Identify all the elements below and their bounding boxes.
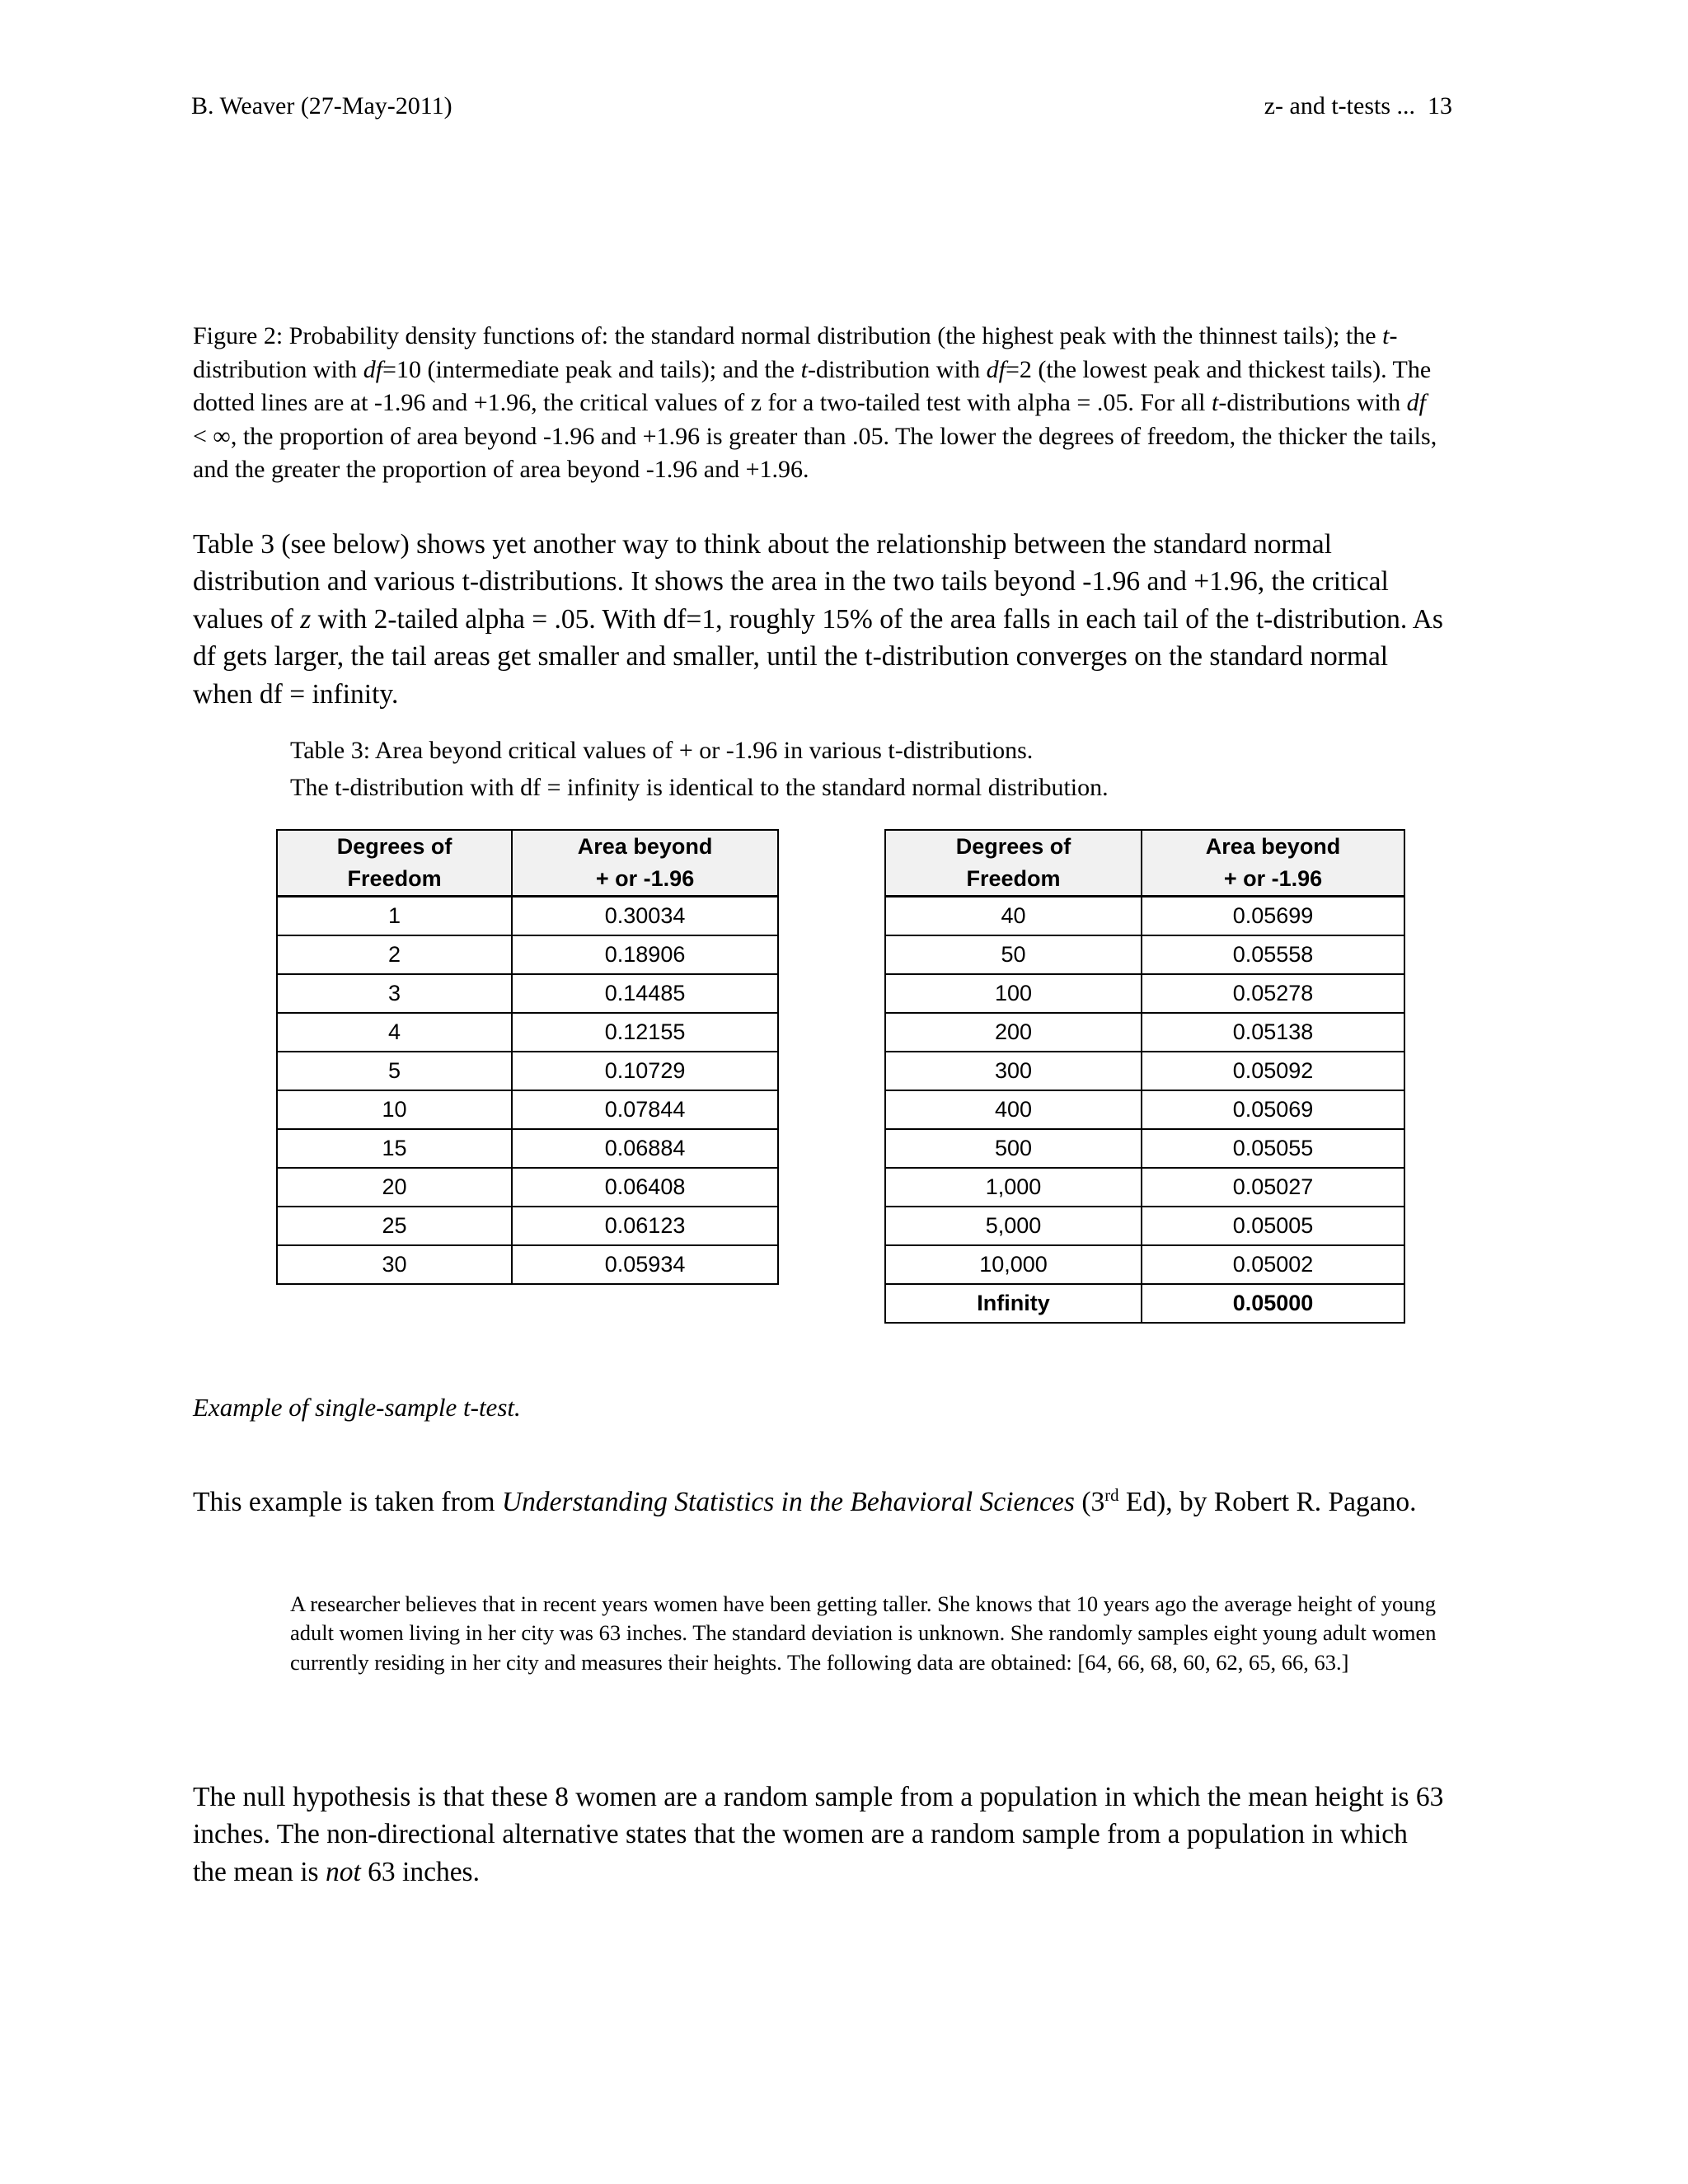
table3-left: [276, 829, 779, 1285]
source-text-2: (3: [1074, 1486, 1105, 1517]
table-row: [277, 1052, 778, 1090]
cell-area-beyond: 0.05934: [512, 1245, 778, 1284]
cell-area-beyond: 0.05278: [1142, 974, 1404, 1013]
cell-area-beyond: 0.05092: [1142, 1052, 1404, 1090]
column-header-area-beyond: [512, 830, 778, 897]
table-row: [885, 974, 1404, 1013]
header-line-1: Area beyond: [577, 834, 713, 859]
null-text-2: 63 inches.: [360, 1856, 480, 1887]
fig2-italic-t-2: t: [800, 355, 808, 383]
cell-degrees-of-freedom: 30: [277, 1245, 512, 1284]
table-row: [885, 1245, 1404, 1284]
cell-degrees-of-freedom: 15: [277, 1129, 512, 1168]
table-row: [277, 974, 778, 1013]
header-line-1: Area beyond: [1205, 834, 1341, 859]
cell-area-beyond: 0.05069: [1142, 1090, 1404, 1129]
table-row: [277, 1129, 778, 1168]
fig2-text-2: -distribution with: [193, 322, 1398, 383]
header-line-2: + or -1.96: [595, 866, 695, 891]
fig2-text-1: Figure 2: Probability density functions of: the standard normal distribution (the highest peak with the thinnest tails); the: [193, 322, 1383, 349]
table-row: [885, 935, 1404, 974]
source-book-title: Understanding Statistics in the Behavioral Sciences: [501, 1486, 1075, 1517]
cell-degrees-of-freedom: 100: [885, 974, 1142, 1013]
fig2-text-3: =10 (intermediate peak and tails); and the: [382, 355, 801, 383]
cell-degrees-of-freedom: 20: [277, 1168, 512, 1207]
table-row: [277, 1207, 778, 1245]
cell-area-beyond: 0.05000: [1142, 1284, 1404, 1323]
null-text-1: The null hypothesis is that these 8 women are a random sample from a population in which the mean height is 63 inches. The non-directional alternative states that the women are a random sample from a population in which the mean is: [193, 1781, 1444, 1887]
cell-degrees-of-freedom: 2: [277, 935, 512, 974]
running-header: [191, 92, 1502, 120]
fig2-text-8: , the proportion of area beyond -1.96 and +1.96 is greater than .05. The lower the degrees of freedom, the thicker the tails, and the greater the proportion of area beyond -1.96 and +1.96.: [193, 422, 1437, 483]
header-line-2: Freedom: [347, 866, 442, 891]
table3-intro-paragraph: [193, 526, 1446, 714]
table-header-row: [885, 830, 1404, 897]
table-row: [885, 1284, 1404, 1323]
table3-caption-line-2: The t-distribution with df = infinity is identical to the standard normal distribution.: [290, 774, 1109, 801]
table3-right-body: [885, 897, 1404, 1324]
table-header-row: [277, 830, 778, 897]
header-line-2: + or -1.96: [1223, 866, 1323, 891]
fig2-italic-df-2: df: [986, 355, 1006, 383]
scenario-quote: A researcher believes that in recent years women have been getting taller. She knows that 10 years ago the average height of young adult women living in her city was 63 inches. The standard deviation is unknown. She randomly samples eight young adult women currently residing in her city and measures their heights. The following data are obtained: [64, 66, 68, 60, 62, 65, 66, 63.]: [290, 1591, 1437, 1675]
figure2-caption-paragraph: [193, 320, 1446, 487]
source-paragraph: [193, 1483, 1446, 1521]
column-header-area-beyond: [1142, 830, 1404, 897]
fig2-text-6: -distributions with: [1218, 389, 1407, 416]
cell-degrees-of-freedom: 5: [277, 1052, 512, 1090]
cell-degrees-of-freedom: 1,000: [885, 1168, 1142, 1207]
table-row: [885, 1090, 1404, 1129]
null-italic-not: not: [325, 1856, 361, 1887]
fig2-italic-df-1: df: [363, 355, 383, 383]
cell-area-beyond: 0.06408: [512, 1168, 778, 1207]
cell-degrees-of-freedom: 5,000: [885, 1207, 1142, 1245]
cell-area-beyond: 0.14485: [512, 974, 778, 1013]
header-author: B. Weaver (27-May-2011): [191, 92, 452, 120]
cell-area-beyond: 0.12155: [512, 1013, 778, 1052]
cell-area-beyond: 0.05558: [1142, 935, 1404, 974]
cell-area-beyond: 0.30034: [512, 897, 778, 936]
cell-area-beyond: 0.07844: [512, 1090, 778, 1129]
cell-degrees-of-freedom: 10,000: [885, 1245, 1142, 1284]
cell-area-beyond: 0.05005: [1142, 1207, 1404, 1245]
table3-intro-text-1: Table 3 (see below) shows yet another way to think about the relationship between the standard normal distribution and various t-distributions. It shows the area in the two tails beyond -1.96 and +1.96, the critical values of: [193, 528, 1389, 635]
table3-intro-text-2: with 2-tailed alpha = .05. With df=1, roughly 15% of the area falls in each tail of the t-distribution. As df gets larger, the tail areas get smaller and smaller, until the t-distribution converges on the standard normal when df = infinity.: [193, 603, 1443, 710]
table-row: [277, 1245, 778, 1284]
fig2-text-4: -distribution with: [807, 355, 987, 383]
cell-area-beyond: 0.05027: [1142, 1168, 1404, 1207]
table-row: [277, 1168, 778, 1207]
cell-degrees-of-freedom: 10: [277, 1090, 512, 1129]
cell-area-beyond: 0.05138: [1142, 1013, 1404, 1052]
cell-area-beyond: 0.06884: [512, 1129, 778, 1168]
cell-area-beyond: 0.18906: [512, 935, 778, 974]
table3-left-body: [277, 897, 778, 1285]
fig2-text-5: =2 (the lowest peak and thickest tails). The dotted lines are at -1.96 and +1.96, the critical values of z for a two-tailed test with alpha = .05. For all: [193, 355, 1432, 416]
infinity-symbol: ∞: [213, 422, 231, 450]
cell-degrees-of-freedom: 1: [277, 897, 512, 936]
table3-italic-z: z: [300, 603, 312, 635]
cell-area-beyond: 0.05002: [1142, 1245, 1404, 1284]
source-ordinal-suffix: rd: [1104, 1485, 1119, 1505]
table-row: [885, 1013, 1404, 1052]
table-row: [885, 1052, 1404, 1090]
cell-area-beyond: 0.10729: [512, 1052, 778, 1090]
cell-degrees-of-freedom: 50: [885, 935, 1142, 974]
table3-left-head: [277, 830, 778, 897]
source-text-3: Ed), by Robert R. Pagano.: [1118, 1486, 1417, 1517]
cell-area-beyond: 0.06123: [512, 1207, 778, 1245]
table-row: [885, 897, 1404, 936]
table-row: [885, 1207, 1404, 1245]
fig2-italic-t-1: t: [1382, 322, 1390, 349]
example-heading: Example of single-sample t-test.: [193, 1393, 521, 1422]
table-row: [277, 1013, 778, 1052]
null-hypothesis-paragraph: [193, 1779, 1446, 1891]
table-row: [885, 1129, 1404, 1168]
cell-degrees-of-freedom: 25: [277, 1207, 512, 1245]
cell-degrees-of-freedom: 3: [277, 974, 512, 1013]
header-title-page: z- and t-tests ... 13: [1264, 92, 1452, 120]
cell-area-beyond: 0.05699: [1142, 897, 1404, 936]
column-header-degrees-of-freedom: [277, 830, 512, 897]
table-row: [885, 1168, 1404, 1207]
column-header-degrees-of-freedom: [885, 830, 1142, 897]
cell-degrees-of-freedom: 400: [885, 1090, 1142, 1129]
table3-caption-line-1: Table 3: Area beyond critical values of + or -1.96 in various t-distributions.: [290, 737, 1034, 764]
cell-degrees-of-freedom: 4: [277, 1013, 512, 1052]
header-line-2: Freedom: [966, 866, 1061, 891]
cell-degrees-of-freedom: 200: [885, 1013, 1142, 1052]
table-row: [277, 935, 778, 974]
cell-degrees-of-freedom: Infinity: [885, 1284, 1142, 1323]
cell-degrees-of-freedom: 40: [885, 897, 1142, 936]
table-row: [277, 897, 778, 936]
fig2-italic-df-3: df: [1406, 389, 1427, 416]
cell-area-beyond: 0.05055: [1142, 1129, 1404, 1168]
header-line-1: Degrees of: [336, 834, 452, 859]
source-text-1: This example is taken from: [193, 1486, 502, 1517]
table-row: [277, 1090, 778, 1129]
fig2-italic-t-3: t: [1211, 389, 1219, 416]
cell-degrees-of-freedom: 300: [885, 1052, 1142, 1090]
table3-caption: [290, 732, 1461, 806]
cell-degrees-of-freedom: 500: [885, 1129, 1142, 1168]
table3-right-head: [885, 830, 1404, 897]
table3-right: [884, 829, 1405, 1324]
fig2-text-7: <: [193, 422, 213, 450]
header-line-1: Degrees of: [955, 834, 1071, 859]
